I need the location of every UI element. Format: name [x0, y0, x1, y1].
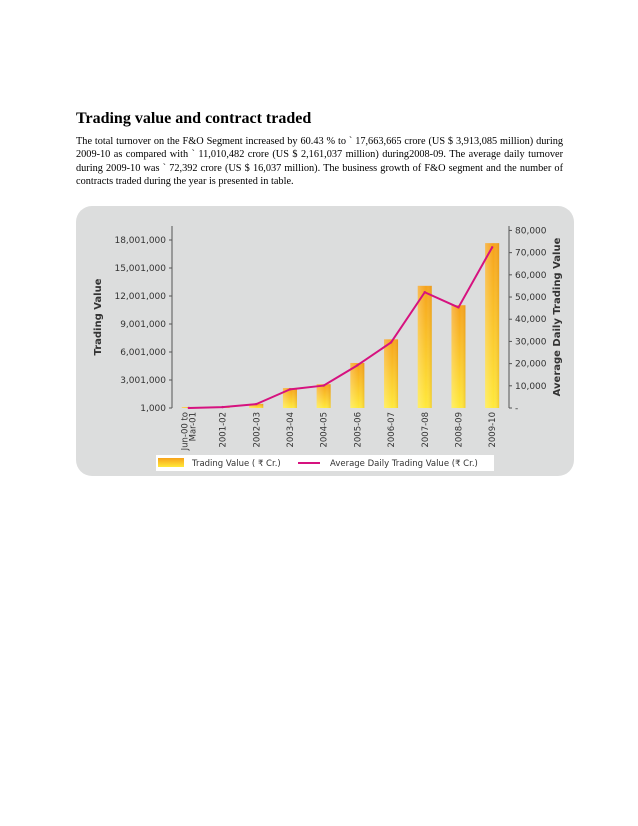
bar-2004-05: [317, 384, 331, 408]
left-tick-label: 18,001,000: [114, 236, 166, 246]
right-tick-label: -: [515, 404, 519, 414]
line-point: [289, 388, 291, 390]
x-tick-text: [488, 412, 498, 448]
trading-value-bars: [182, 243, 499, 408]
x-tick-line: Jun-00 to: [180, 412, 191, 451]
x-tick-text: [454, 412, 464, 448]
x-tick-label: [219, 412, 229, 448]
x-tick-line: 2001-02: [218, 412, 229, 448]
bar-shade: [485, 243, 499, 408]
x-tick-label: [286, 412, 296, 448]
bar-2009-10: [485, 243, 499, 408]
right-tick-label: 80,000: [515, 226, 547, 237]
line-point: [491, 246, 493, 248]
x-tick-label: [387, 412, 397, 448]
bar-shade: [451, 305, 465, 408]
line-point: [188, 407, 190, 409]
x-tick-line: 2008-09: [454, 412, 465, 448]
right-tick-label: 30,000: [515, 337, 547, 348]
left-tick-label: 1,000: [140, 404, 166, 414]
line-point: [221, 406, 223, 408]
left-tick-label: 3,001,000: [120, 376, 166, 386]
x-tick-labels: [180, 412, 498, 451]
avg-daily-line: [189, 247, 492, 408]
bar-shade: [350, 363, 364, 408]
line-point: [390, 341, 392, 343]
line-point: [356, 364, 358, 366]
x-tick-text: [180, 412, 198, 451]
body-paragraph: The total turnover on the F&O Segment increased by 60.43 % to ` 17,663,665 crore (US $ 3,913,085 million) during 2009-10 as compared with ` 11,010,482 crore (US $ 2,161,037 million) during2008-09. The average daily turnover during 2009-10 was ` 72,392 crore (US $ 16,037 million). The business growth of F&O segment and the number of contracts traded during the year is presented in table.: [76, 136, 563, 187]
x-tick-text: [421, 412, 431, 448]
line-point: [255, 403, 257, 405]
x-tick-text: [286, 412, 296, 448]
x-tick-line: 2004-05: [319, 412, 330, 448]
left-tick-label: 6,001,000: [120, 348, 166, 358]
line-point: [457, 306, 459, 308]
right-tick-label: 70,000: [515, 248, 547, 259]
x-tick-label: [488, 412, 498, 448]
x-tick-line: 2002-03: [252, 412, 263, 448]
left-tick-label: 12,001,000: [114, 292, 166, 302]
right-tick-label: 50,000: [515, 293, 547, 304]
x-tick-line: 2009-10: [488, 412, 499, 448]
x-tick-label: [421, 412, 431, 448]
combo-chart: [76, 206, 574, 476]
line-point: [322, 384, 324, 386]
bar-2006-07: [384, 339, 398, 408]
left-axis-title: Trading Value: [93, 278, 104, 356]
bar-shade: [384, 339, 398, 408]
x-tick-line: 2005-06: [353, 412, 364, 448]
x-tick-label: [320, 412, 330, 448]
x-tick-text: [252, 412, 262, 448]
bar-2005-06: [350, 363, 364, 408]
bar-2007-08: [418, 286, 432, 408]
legend-bar-label: Trading Value ( ₹ Cr.): [192, 459, 281, 469]
x-tick-text: [353, 412, 363, 448]
x-tick-line: 2007-08: [420, 412, 431, 448]
right-tick-labels: [509, 226, 547, 414]
right-tick-label: 40,000: [515, 315, 547, 326]
x-tick-label: [252, 412, 262, 448]
bar-2008-09: [451, 305, 465, 408]
x-tick-label: [454, 412, 464, 448]
legend-bar-swatch: [158, 458, 184, 467]
x-tick-label: [180, 412, 198, 451]
bar-shade: [317, 384, 331, 408]
x-tick-text: [320, 412, 330, 448]
avg-daily-line-group: [188, 246, 494, 409]
right-axis-title: Average Daily Trading Value: [552, 237, 563, 397]
x-tick-text: [387, 412, 397, 448]
left-tick-label: 9,001,000: [120, 320, 166, 330]
bar-shade: [418, 286, 432, 408]
x-tick-label: [353, 412, 363, 448]
line-point: [424, 291, 426, 293]
left-tick-label: 15,001,000: [114, 264, 166, 274]
right-tick-label: 20,000: [515, 359, 547, 370]
right-tick-label: 10,000: [515, 381, 547, 392]
x-tick-line: 2003-04: [285, 412, 296, 448]
legend: [156, 455, 494, 471]
section-heading: Trading value and contract traded: [76, 110, 312, 127]
x-tick-line: Mar-01: [188, 412, 199, 442]
right-tick-label: 60,000: [515, 270, 547, 281]
legend-line-label: Average Daily Trading Value (₹ Cr.): [330, 459, 478, 469]
x-tick-text: [219, 412, 229, 448]
x-tick-line: 2006-07: [387, 412, 398, 448]
left-tick-labels: [114, 236, 172, 414]
